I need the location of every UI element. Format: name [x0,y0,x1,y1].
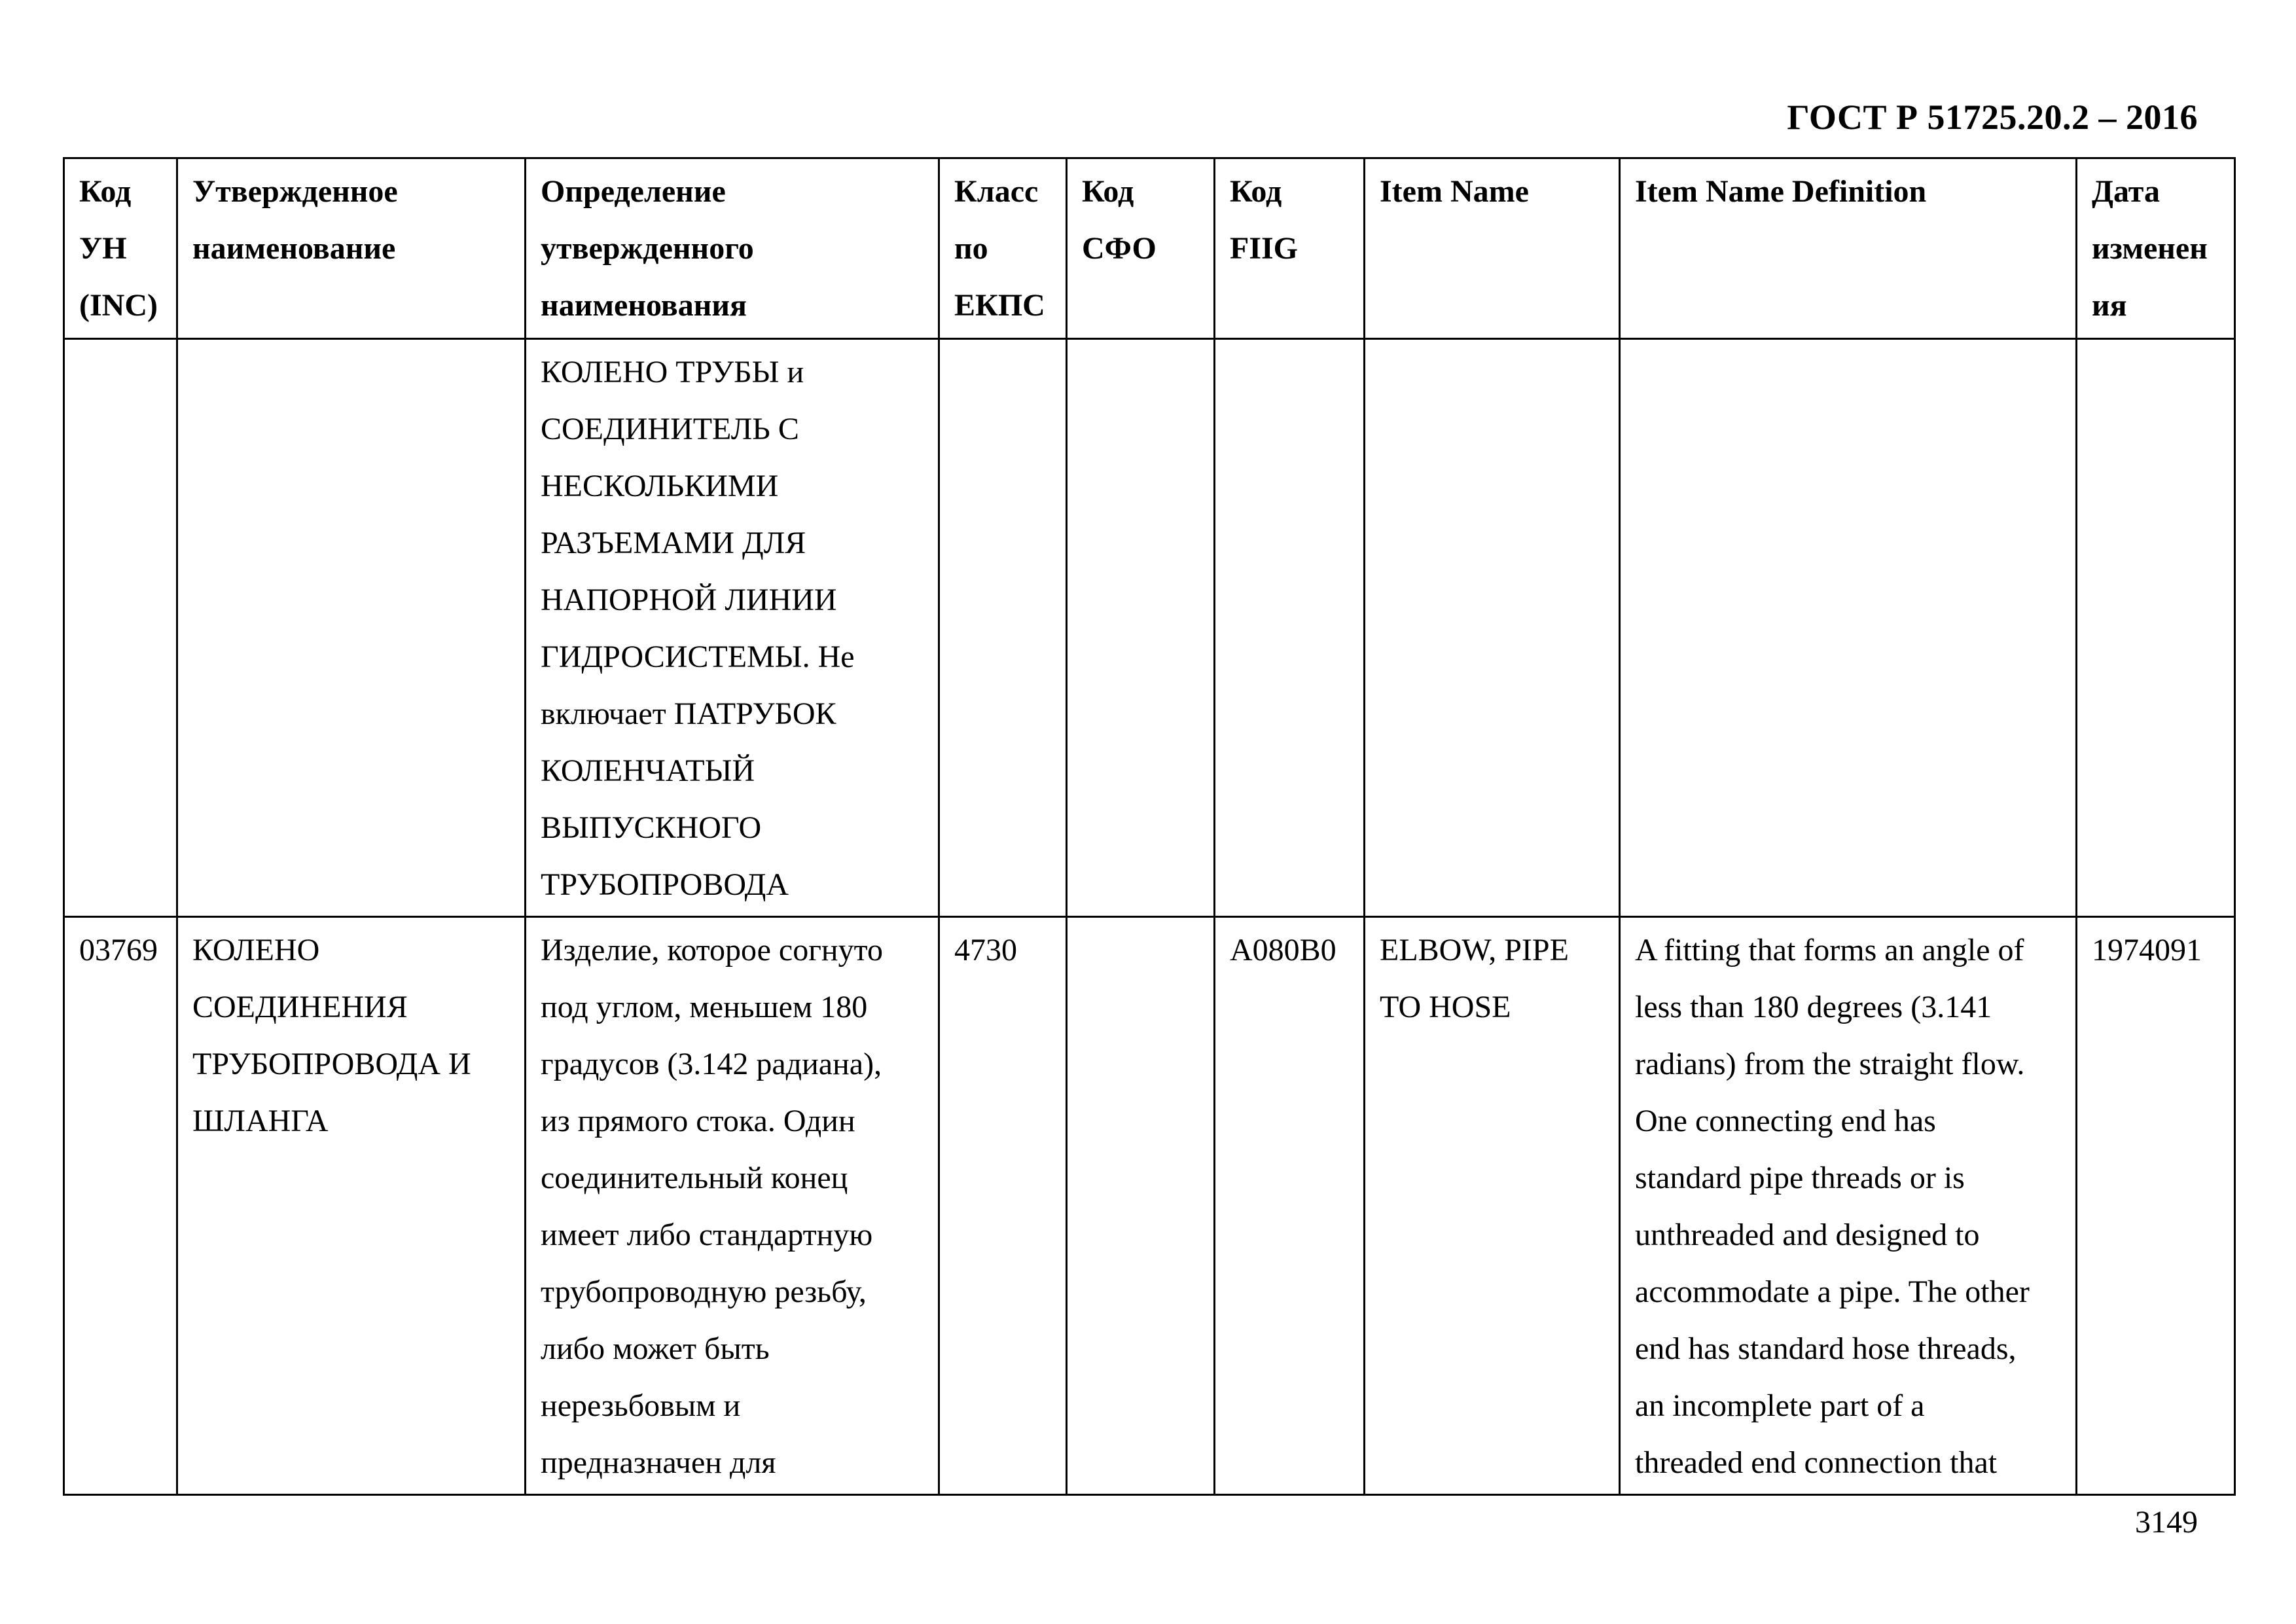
table-row-03769 [64,917,2235,1495]
table-row-continuation [64,339,2235,917]
document-header: ГОСТ Р 51725.20.2 – 2016 [1787,98,2198,137]
cell-sfo [1067,339,1215,917]
cell-date [2077,339,2235,917]
cell-approved-name [177,339,526,917]
cell-definition: КОЛЕНО ТРУБЫ и СОЕДИНИТЕЛЬ С НЕСКОЛЬКИМИ РАЗЪЕМАМИ ДЛЯ НАПОРНОЙ ЛИНИИ ГИДРОСИСТЕМЫ. Не включает ПАТРУБОК КОЛЕНЧАТЫЙ ВЫПУСКНОГО ТРУБОПРОВОДА [526,339,939,917]
column-header-fiig: Код FIIG [1215,158,1365,339]
cell-fiig [1215,339,1365,917]
column-header-sfo: Код СФО [1067,158,1215,339]
cell-inc [64,339,177,917]
cell-approved-name: КОЛЕНО СОЕДИНЕНИЯ ТРУБОПРОВОДА И ШЛАНГА [177,917,526,1495]
cell-item-name: ELBOW, PIPE TO HOSE [1365,917,1620,1495]
cell-date: 1974091 [2077,917,2235,1495]
page-number: 3149 [2135,1505,2198,1540]
cell-inc: 03769 [64,917,177,1495]
column-header-approved-name: Утвержденное наименование [177,158,526,339]
column-header-item-name: Item Name [1365,158,1620,339]
column-header-inc: Код УН (INC) [64,158,177,339]
column-header-definition: Определение утвержденного наименования [526,158,939,339]
cell-item-name-definition: A fitting that forms an angle of less than 180 degrees (3.141 radians) from the straight flow. One connecting end has standard pipe threads or is unthreaded and designed to accommodate a pipe. The other end has standard hose threads, an incomplete part of a threaded end connection that [1620,917,2077,1495]
cell-class: 4730 [939,917,1067,1495]
cell-definition: Изделие, которое согнуто под углом, меньшем 180 градусов (3.142 радиана), из прямого стока. Один соединительный конец имеет либо стандартную трубопроводную резьбу, либо может быть нерезьбовым и предназначен для [526,917,939,1495]
table-header-row [64,158,2235,339]
nomenclature-table [63,157,2236,1496]
cell-item-name [1365,339,1620,917]
cell-class [939,339,1067,917]
cell-item-name-definition [1620,339,2077,917]
column-header-class: Класс по ЕКПС [939,158,1067,339]
column-header-date: Дата изменен ия [2077,158,2235,339]
cell-fiig: A080B0 [1215,917,1365,1495]
cell-sfo [1067,917,1215,1495]
column-header-item-name-definition: Item Name Definition [1620,158,2077,339]
